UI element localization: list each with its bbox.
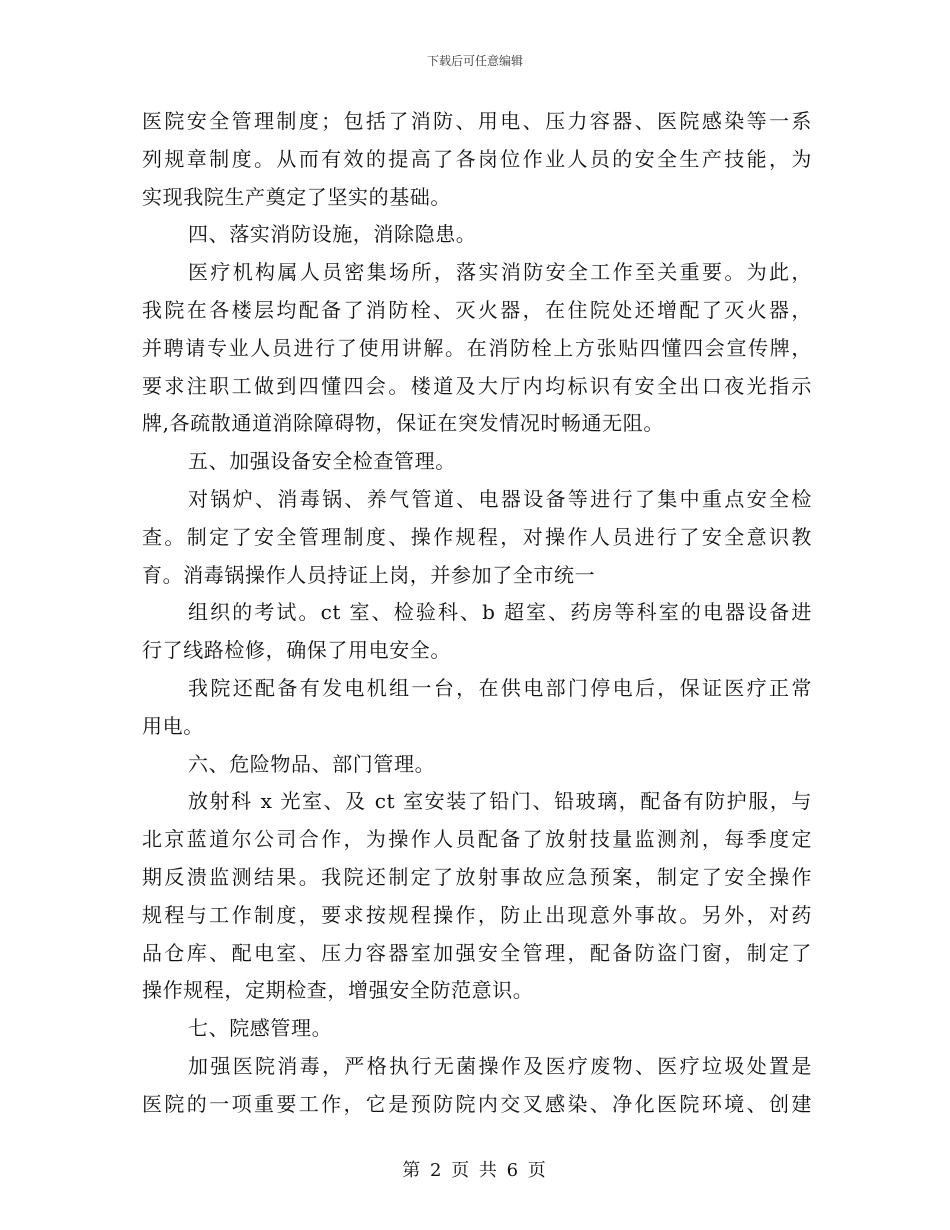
text-line: 七、院感管理。 [188,1016,333,1041]
text-line: 医院安全管理制度；包括了消防、用电、压力容器、医院感染等一系 [142,109,812,133]
text-line: 五、加强设备安全检查管理。 [188,449,456,474]
text-line: 我院还配备有发电机组一台，在供电部门停电后，保证医疗正常 [188,675,812,700]
text-line: 加强医院消毒，严格执行无菌操作及医疗废物、医疗垃圾处置是 [188,1053,812,1078]
text-line: 对锅炉、消毒锅、养气管道、电器设备等进行了集中重点安全检 [188,486,812,511]
page-number-footer: 第 2 页 共 6 页 [402,1160,548,1181]
text-line: 育。消毒锅操作人员持证上岗，并参加了全市统一 [142,562,596,587]
text-line: 四、落实消防设施，消除隐患。 [188,222,477,247]
text-line: 实现我院生产奠定了坚实的基础。 [142,184,451,209]
text-line: 六、危险物品、部门管理。 [188,751,436,776]
text-line: 品仓库、配电室、压力容器室加强安全管理，配备防盗门窗，制定了 [142,940,812,965]
text-line: 我院在各楼层均配备了消防栓、灭火器，在住院处还增配了灭火器， [142,297,812,322]
text-line: 操作规程，定期检查，增强安全防范意识。 [142,978,534,1003]
text-line: 规程与工作制度，要求按规程操作，防止出现意外事故。另外，对药 [142,902,812,927]
text-line: 列规章制度。从而有效的提高了各岗位作业人员的安全生产技能，为 [142,146,812,171]
document-body [142,103,812,1124]
text-line: 北京蓝道尔公司合作，为操作人员配备了放射技量监测剂，每季度定 [142,827,812,852]
text-line: 放射科 x 光室、及 ct 室安装了铅门、铅玻璃，配备有防护服，与 [188,789,812,814]
page-header: 下载后可任意编辑 [426,54,523,68]
text-line: 组织的考试。ct 室、检验科、b 超室、药房等科室的电器设备进 [188,600,812,625]
text-line: 医疗机构属人员密集场所，落实消防安全工作至关重要。为此， [188,260,812,285]
text-line: 要求注职工做到四懂四会。楼道及大厅内均标识有安全出口夜光指示 [142,373,812,398]
text-line: 行了线路检修，确保了用电安全。 [142,638,451,663]
text-line: 期反溃监测结果。我院还制定了放射事故应急预案，制定了安全操作 [142,864,812,889]
text-line: 牌,各疏散通道消除障碍物，保证在突发情况时畅通无阻。 [142,411,664,436]
text-line: 并聘请专业人员进行了使用讲解。在消防栓上方张贴四懂四会宣传牌， [142,335,812,360]
text-line: 医院的一项重要工作，它是预防院内交叉感染、净化医院环境、创建 [142,1091,812,1116]
text-line: 用电。 [142,713,204,738]
text-line: 查。制定了安全管理制度、操作规程，对操作人员进行了安全意识教 [142,524,812,549]
